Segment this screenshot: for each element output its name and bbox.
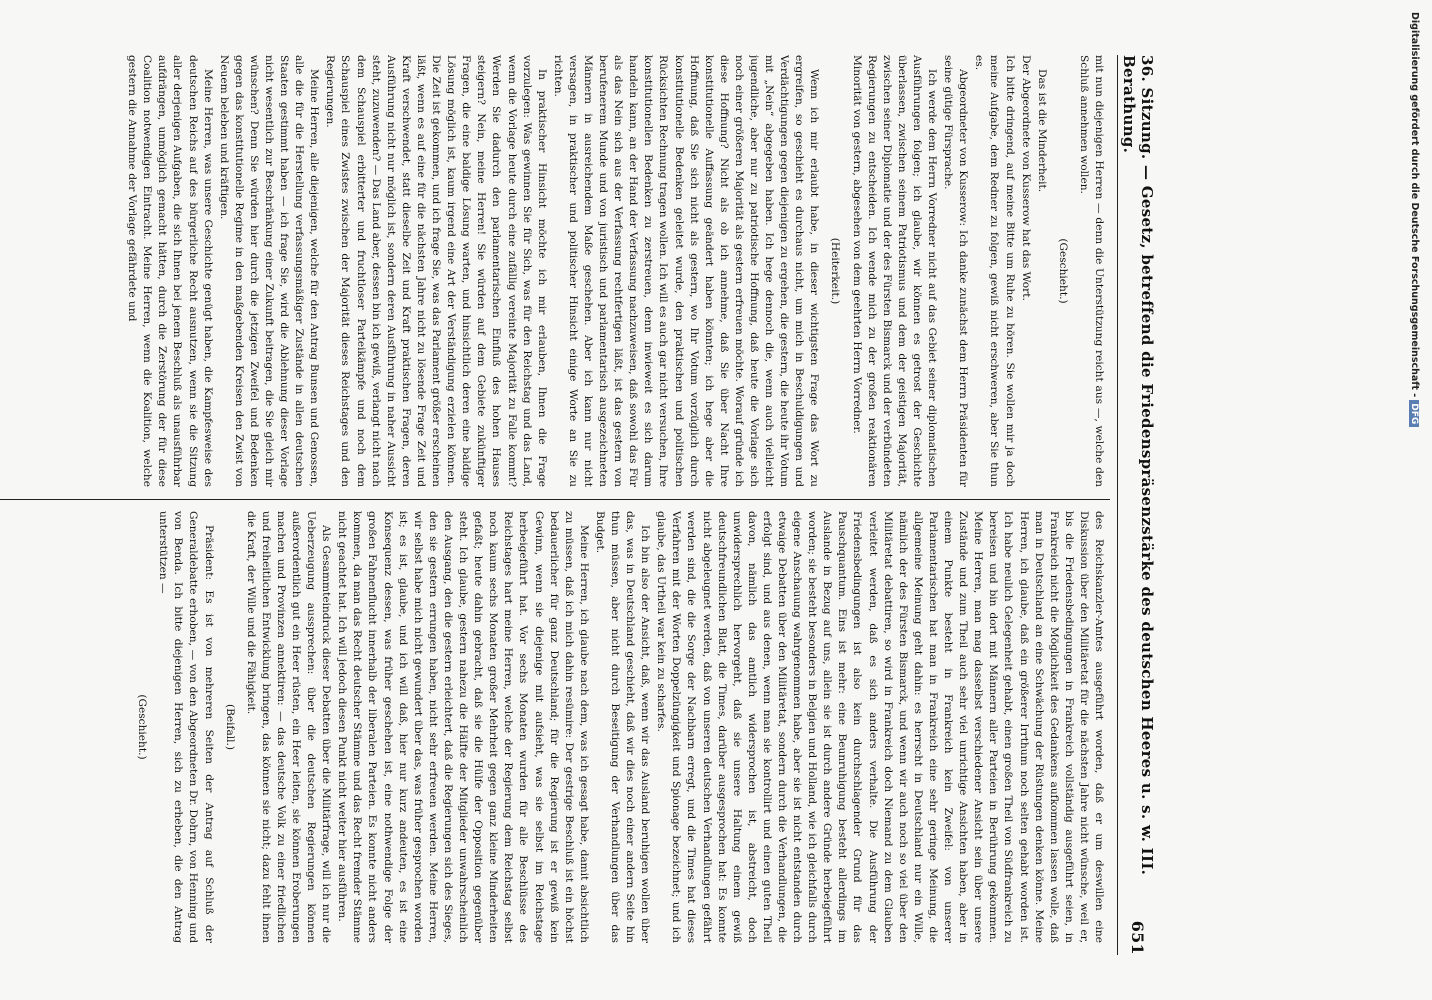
right-column [0, 55, 1106, 487]
paragraph: Meine Herren, alle diejenigen, welche für den Antrag Bunsen und Genossen, alle die für die Herstellung verfassungsmäßiger Zustände in allen deutschen Staaten gestimmt haben — ich frage Sie, wird die Ablehnung dieser Vorlage nicht wesentlich zur Beschränkung einer Zukunft beitragen, die Sie gleich mir wünschen? Denn Sie würden hier durch die jetzigen Zweifel und Bedenken gegen das konstitutionelle Regime in den maßgebenden Kreisen den Zwist von Neuem beleben und kräftigen. [217, 55, 321, 487]
rotated-page-content [0, 55, 1158, 955]
interjection: (Beifall.) [223, 703, 236, 751]
column-divider [0, 499, 1110, 500]
paragraph: Ich werde dem Herrn Vorredner nicht auf das Gebiet seiner diplomatischen Ausführungen folgen; ich glaube, wir können es getrost der Geschichte überlassen, zwischen seinem Patriotismus und dem der geistigen Majorität, zwischen seiner Diplomatie und der des Fürsten Bismarck und der verbündeten Regierungen zu entscheiden. Ich wende mich zu der großen reaktionären Minorität von gestern, abgesehen von dem geehrten Herrn Vorredner. [850, 55, 939, 487]
left-column [0, 511, 1106, 943]
page-header [1117, 55, 1158, 955]
interjection: (Geschieht.) [136, 694, 149, 760]
credit-text: Digitalisierung gefördert durch die Deutsche Forschungsgemeinschaft - [1409, 12, 1420, 398]
paragraph: Ich bitte dringend, auf meine Bitte um Ruhe zu hören. Sie wollen mir ja doch meine Aufgabe, dem Redner zu folgen, gewiß nicht erschweren, aber Sie thun es. [973, 55, 1016, 487]
paragraph: Meine Herren, ich glaube nach dem, was ich gesagt habe, damit absichtlich zu müssen, daß ich mich dahin resümire: Der gestrige Beschluß ist ein höchst bedauerlicher für ganz Deutschland; für die Regierung ist er gewiß kein Gewinn, wenn sie diejenige mit aufsieht, was sie selbst im Reichstage herbeigeführt hat. Vor sechs Monaten wurden für alle Beschlüsse des Reichstages hart meine Herren, welche der Regierung dem Reichstag selbst noch kaum sechs Monaten großer Mehrheit gegen ganz kleine Minderheiten gefaßt; heute dahin gebracht, daß sie die Hülfe der Opposition gegenüber steht. Ich glaube, gestern nahezu die Hälfte der Mitglieder unwahrscheinlich den Ausgang, den die gestern erleichtert, daß die Regierungen sich des Sieges, den sie gestern errungen haben, nicht sehr erfreuen werden. Meine Herren, wir selbst habe mich nicht gewundert über das, was früher gesprochen worden ist; es ist, glaube, und ich will daß, hier nur kurz andeuten, es ist eine Konsequenz dessen, was früher geschehen ist, eine nothwendige Folge der großen Fahnenflucht innerhalb der liberalen Parteien. Es konnte nicht anders kommen, da man das Recht deutscher Stämme und das Recht fremder Stämme nicht geachtet hat. Ich will jedoch diesen Punkt nicht weiter hier ausführen. [336, 511, 590, 943]
interjection: (Heiterkeit.) [829, 237, 842, 305]
president-paragraph: Präsident: Es ist von mehreren Seiten der Antrag auf Schluß der Generaldebatte erhoben, — von den Abgeordneten Dr. Dohrn, von Henning und von Benda. Ich bitte diejenigen Herren, sich zu erheben, die den Antrag unterstützen — [157, 511, 215, 943]
paragraph: Ich bin also der Ansicht, daß, wenn wir das Ausland beruhigen wollen über das, was in Deutschland geschieht, daß wir dies noch einer andern Seite hin thun müssen, aber nicht durch Beseitigung der Verhandlungen über das Budget. [593, 511, 652, 943]
paragraph: Das ist die Minderheit. [1035, 69, 1048, 193]
paragraph: Meine Herren, was unsere Geschichte genügt haben, die Kampfesweise des deutschen Reichs auf des bürgerliche Recht ausnutzen, wenn sie die Sitzung aller derjenigen Aufgaben, die sich Ihnen bei jenem Beschluß als unausführbar aufdrängen, unmöglich gemacht hätten, durch die Zerstörung der für diese Coalition notwendigen Eintracht. Meine Herren, wenn die Koalition, welche gestern die Annahme der Vorlage gefährdete und [126, 55, 214, 487]
speaker-paragraph: Abgeordneter von Kusserow: Ich danke zunächst dem Herrn Präsidenten für seine gütige Fürsprache. [942, 55, 970, 487]
paragraph: In praktischer Hinsicht möchte ich mir erlauben, Ihnen die Frage vorzulegen: Was gewinnen Sie für Sich, was für den Reichstag und das Land, wenn die Vorlage heute durch eine zufällig vereinte Majorität zu Falle kommt? Werden Sie dadurch den parlamentarischen Einfluß des hohen Hauses steigern? Nein, meine Herren! Sie würden auf dem Gebiete zukünftiger Fragen, die eine baldige Lösung warten, und hinsichtlich deren eine baldige Lösung möglich ist, kaum irgend eine Art der Verständigung erzielen können. Die Zeit ist gekommen, und ich frage Sie, was das Parlament größer erscheinen läßt, wenn es auf eine für die nächsten Jahre nicht zu lösende Frage Zeit und Kraft verschwendet, statt dieselbe Zeit und Kraft praktischen Fragen, deren Ausführung nicht nur möglich ist, sondern deren Ausführung in naher Aussicht steht, zuzuwenden? — Das Land aber, dessen bin ich gewiß, verlangt nicht nach dem Schauspiel erbitterter und fruchtloser Parteikämpfe und noch dem Schauspiel eines Zwistes zwischen der Majorität dieses Reichstages und den Regierungen. [324, 55, 548, 487]
digitization-credit [1409, 12, 1420, 427]
paragraph: mit nun diejenigen Herren — denn die Unterstützung reicht aus —, welche den Schluß annehmen wollen. [1077, 55, 1105, 487]
dfg-logo: DFG [1409, 400, 1419, 427]
paragraph: Der Abgeordnete von Kusserow hat das Wort. [1019, 55, 1032, 301]
page-number: 651 [1128, 920, 1148, 955]
paragraph: des Reichskanzler-Amtes ausgeführt worden, daß er um deswillen eine Diskussion über den Militäretat für die nächsten Jahre nicht wünsche, weil er, bis die Friedensbedingungen in Frankreich vollständig ausgeführt seien, in Frankreich nicht die Möglichkeit des Gedankens aufkommen lassen wolle, daß man in Deutschland an eine Schwächung der Rüstungen denken könne. Meine Herren, ich glaube, daß ein größerer Irrthum noch selten gehabt worden ist. Ich habe neulich Gelegenheit gehabt, einen großen Theil von Südfrankreich zu bereisen und bin dort mit Männern aller Parteien in Berührung gekommen. Meine Herren, man mag dasselbst verschiedener Ansicht sein über unsere Zustände und zum Theil auch sehr viel unrichtige Ansichten haben, aber in einem Punkte besteht in Frankreich kein Zweifel: von unserer Parlamentarischen hat man in Frankreich eine sehr geringe Meinung, die allgemeine Meinung geht dahin: es herrscht in Deutschland nur ein Wille, nämlich der des Fürsten Bismarck, und wenn wir auch noch so viel über den Militäretat debattiren, so wird in Frankreich doch Niemand zu dem Glauben verleitet werden, daß es sich anders verhalte. Die Ausführung der Friedensbedingungen ist also kein durchschlagender Grund für das Pauschquantum. Eins ist mehr: eine Beunruhigung besteht allerdings im Auslande in Bezug auf uns, allein sie ist durch andere Gründe herbeigeführt worden; sie besteht besonders in Belgien und Holland, wie ich gleichfalls durch eigene Anschauung wahrgenommen habe, aber sie ist nicht entstanden durch etwaige Debatten über den Militäretat, sondern durch die Verhandlungen, die erfolgt sind, und aus denen, wenn man sie kontrollirt und einen guten Theil davon, nämlich das amtlich widersprochen ist, abstreicht, doch unwidersprechlich hervorgeht, daß sie unsere Haltung einem gewiß deutschfreundlichen Blatt, die Times, darüber ausgesprochen hat: Es konnte nicht abgeleugnet werden, daß von unseren deutschen Verhandlungen gefährt werden sind, die die Sorge der Nachbarn erregt, und die Times hat dieses Verfahren mit der Worten Doppelzüngigkeit und Spionage bezeichnet; und ich glaube, das Urtheil war kein zu scharfes. [655, 511, 1105, 943]
interjection: (Geschieht.) [1056, 238, 1069, 304]
running-title: 36. Sitzung. — Gesetz, betreffend die Friedenspräsenzstärke des deutschen Heeres u. s. w. III. Berathung. [1120, 55, 1156, 876]
paragraph: Als Gesammteindruck dieser Debatten über die Militärfrage, will ich nur die Ueberzeugung aussprechen: über die deutschen Regierungen können außerordentlich gut ein Heer rüsten, ein Heer leiten, sie können Eroberungen machen und Provinzen annektiren: — das deutsche Volk zu einer friedlichen und freiheitlichen Entwicklung bringen, das können sie nicht; dazu fehlt ihnen die Kraft, der Wille und die Fähigkeit. [244, 511, 333, 943]
paragraph: Wenn ich mir erlaubt habe, in dieser wichtigsten Frage das Wort zu ergreifen, so geschieht es durchaus nicht, um mich in Beschuldigungen und Verdächtigungen gegen diejenigen zu ergehen, die gestern, die heute ihr Votum mit „Nein“ abgegeben haben. Ich hege dennoch die, wenn auch vielleicht jugendliche, aber nur zu patriotische Hoffnung, daß heute die Vorlage sich noch einer größeren Majorität als gestern erfreuen möchte. Worauf gründe ich diese Hoffnung? Nicht als ob ich annehme, daß Sie über Nacht Ihre konstitutionelle Auffassung geändert haben könnten; ich hege aber die Hoffnung, daß Sie sich nicht als gestern, wo Ihr Votum vorzüglich durch konstitutionelle Bedenken geleitet wurde, den praktischen und politischen Rücksichten Rechnung tragen wollen. Ich will es auch gar nicht versuchen, Ihre konstitutionellen Bedenken zu zerstreuen, denn inwieweit es sich darum handeln kann, an der Hand der Verfassung nachzuweisen, daß sowohl das Für als das Nein sich aus der Verfassung rechtfertigen läßt, ist das gestern von berufenerem Munde und von juristisch und parlamentarisch ausgezeichneten Männern in ausreichendem Maße geschehen. Aber ich kann nur nicht versagen, in praktischer und politischer Hinsicht einige Worte an Sie zu richten. [551, 55, 821, 487]
